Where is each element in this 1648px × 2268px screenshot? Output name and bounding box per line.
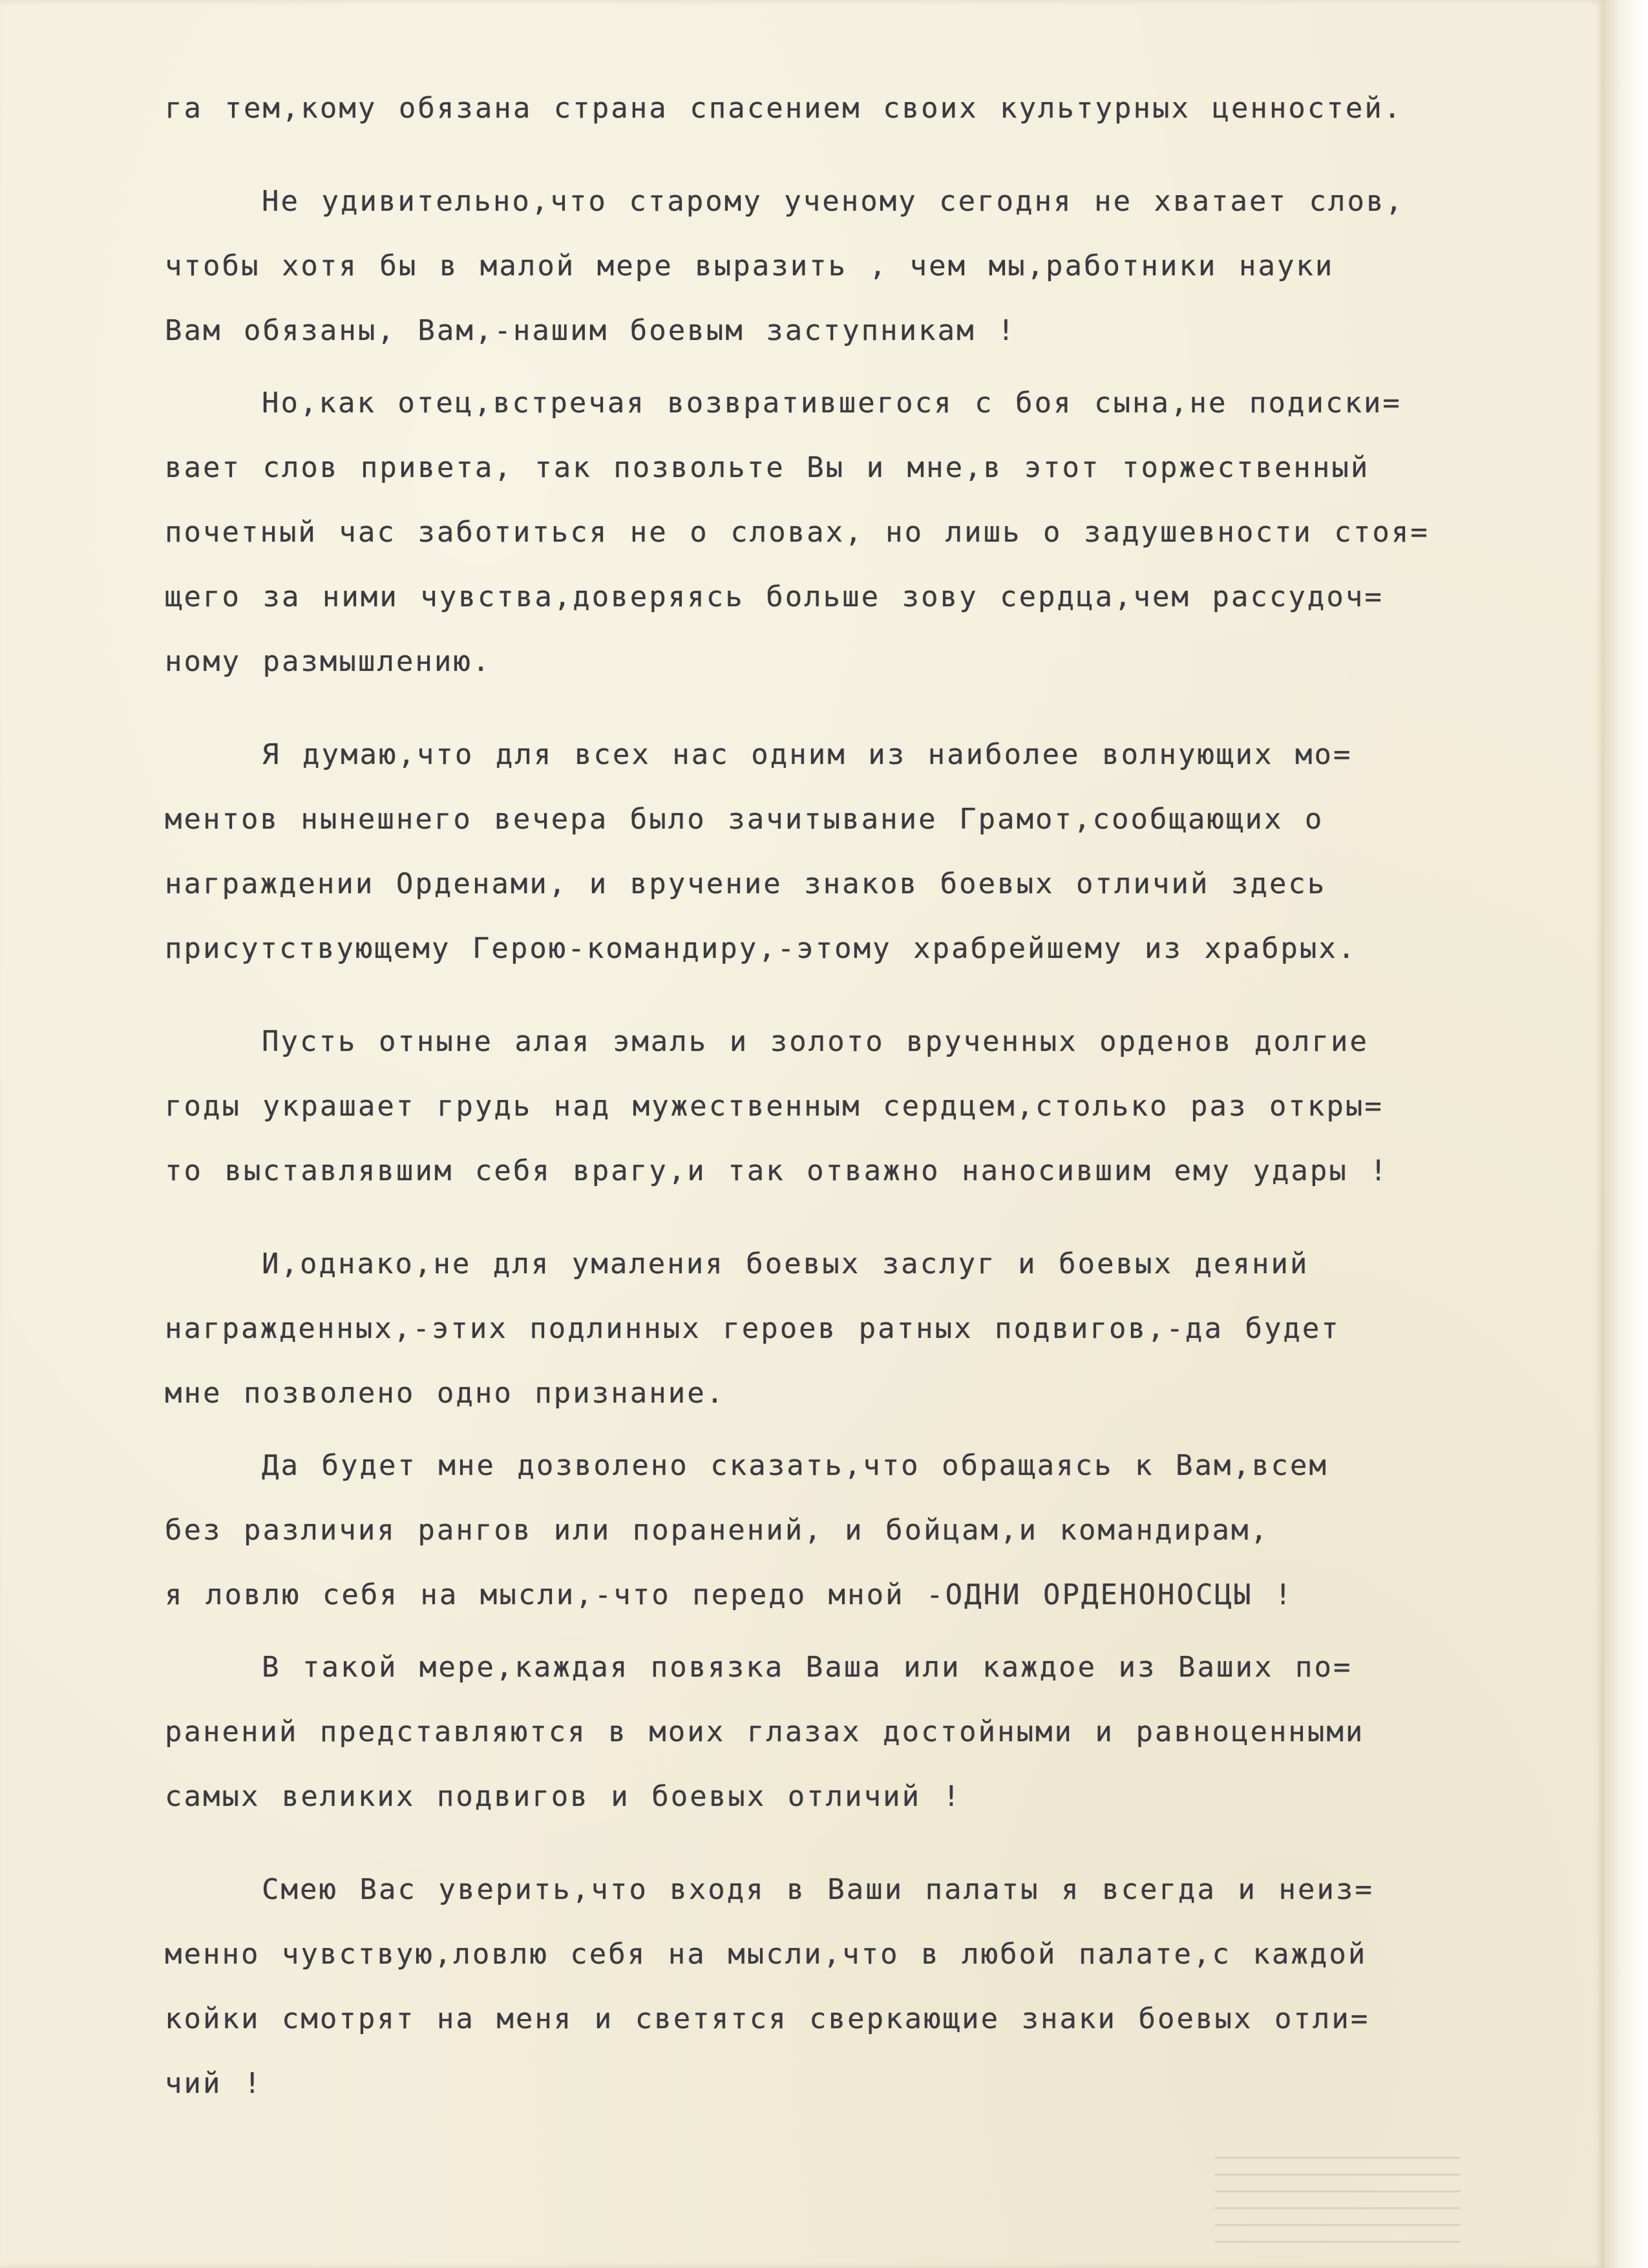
text-line: чтобы хотя бы в малой мере выразить , чем мы,работники науки xyxy=(165,249,1335,282)
page-edge xyxy=(1604,0,1648,2268)
text-line: самых великих подвигов и боевых отличий ! xyxy=(165,1780,962,1813)
paragraph-gap xyxy=(165,694,1587,723)
paragraph-gap xyxy=(165,1203,1587,1232)
text-line: ранений представляются в моих глазах достойными и равноценными xyxy=(165,1715,1365,1748)
text-line: Не удивительно,что старому ученому сегодня не хватает слов, xyxy=(262,185,1404,218)
paragraph-gap xyxy=(165,363,1587,371)
paragraph-8 xyxy=(165,1635,1587,1829)
paragraph-gap xyxy=(165,1426,1587,1434)
text-line: ному размышлению. xyxy=(165,645,492,678)
text-line: В такой мере,каждая повязка Ваша или каждое из Ваших по= xyxy=(262,1651,1353,1684)
text-line: Смею Вас уверить,что входя в Ваши палаты я всегда и неиз= xyxy=(262,1873,1374,1906)
text-line: И,однако,не для умаления боевых заслуг и боевых деяний xyxy=(262,1247,1309,1280)
text-line: мне позволено одно признание. xyxy=(165,1377,726,1410)
paragraph-9 xyxy=(165,1858,1587,2116)
paragraph-1 xyxy=(165,76,1587,141)
paragraph-5 xyxy=(165,1010,1587,1203)
text-line: менно чувствую,ловлю себя на мысли,что в любой палате,с каждой xyxy=(165,1938,1368,1971)
paragraph-2 xyxy=(165,169,1587,363)
text-line: койки смотрят на меня и светятся сверкающие знаки боевых отли= xyxy=(165,2002,1370,2035)
text-line: вает слов привета, так позвольте Вы и мне,в этот торжественный xyxy=(165,451,1370,484)
text-line: годы украшает грудь над мужественным сердцем,столько раз откры= xyxy=(165,1090,1384,1123)
text-line: почетный час заботиться не о словах, но лишь о задушевности стоя= xyxy=(165,516,1430,549)
faded-stamp-mark xyxy=(1215,2146,1461,2243)
paragraph-gap xyxy=(165,981,1587,1010)
text-line: Я думаю,что для всех нас одним из наиболее волнующих мо= xyxy=(262,738,1353,771)
paragraph-7 xyxy=(165,1434,1587,1627)
paragraph-3 xyxy=(165,371,1587,694)
text-line: награжденных,-этих подлинных героев ратных подвигов,-да будет xyxy=(165,1312,1340,1345)
text-line: щего за ними чувства,доверяясь больше зову сердца,чем рассудоч= xyxy=(165,580,1384,613)
paragraph-4 xyxy=(165,723,1587,981)
text-line: Пусть отныне алая эмаль и золото врученных орденов долгие xyxy=(262,1025,1369,1058)
text-line: Да будет мне дозволено сказать,что обращаясь к Вам,всем xyxy=(262,1449,1328,1482)
document-body xyxy=(165,76,1587,2116)
text-line: присутствующему Герою-командиру,-этому храбрейшему из храбрых. xyxy=(165,932,1357,965)
paragraph-gap xyxy=(165,141,1587,169)
text-line: чий ! xyxy=(165,2067,263,2100)
text-line: Но,как отец,встречая возвратившегося с боя сына,не подиски= xyxy=(262,387,1402,419)
text-line: без различия рангов или поранений, и бойцам,и командирам, xyxy=(165,1514,1269,1547)
paragraph-gap xyxy=(165,1627,1587,1635)
text-line: Вам обязаны, Вам,-нашим боевым заступникам ! xyxy=(165,314,1017,347)
text-line: то выставлявшим себя врагу,и так отважно наносившим ему удары ! xyxy=(165,1154,1389,1187)
text-line: награждении Орденами, и вручение знаков боевых отличий здесь xyxy=(165,867,1327,900)
text-line: ментов нынешнего вечера было зачитывание Грамот,сообщающих о xyxy=(165,803,1324,836)
paragraph-6 xyxy=(165,1232,1587,1426)
text-line: га тем,кому обязана страна спасением своих культурных ценностей. xyxy=(165,92,1403,125)
text-line: я ловлю себя на мысли,-что передо мной -ОДНИ ОРДЕНОНОСЦЫ ! xyxy=(165,1578,1294,1611)
paragraph-gap xyxy=(165,1829,1587,1858)
